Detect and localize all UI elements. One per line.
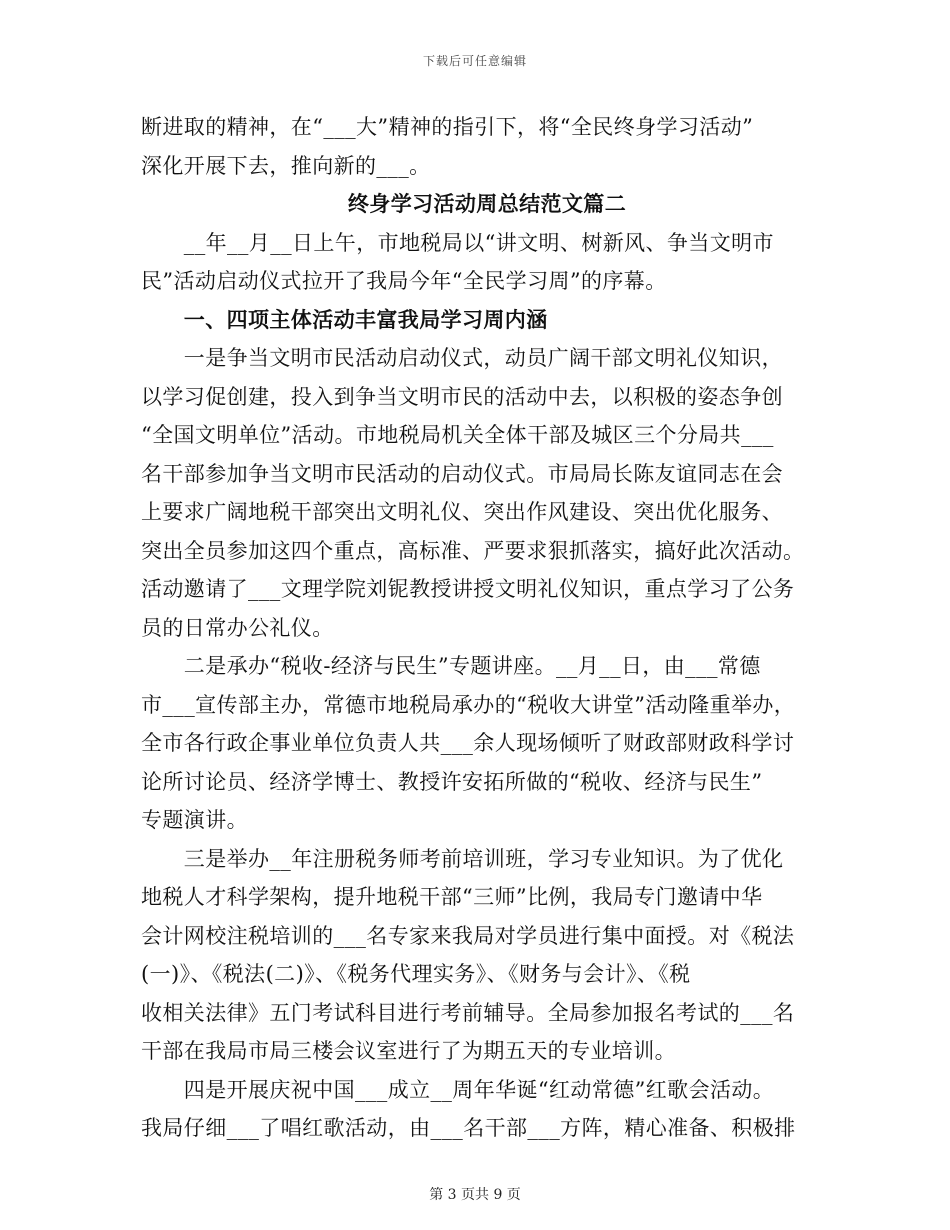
section-title: 终身学习活动周总结范文篇二 (347, 191, 627, 216)
paragraph-line: (一)》、《税法(二)》、《税务代理实务》、《财务与会计》、《税 (141, 962, 691, 986)
paragraph-line: 论所讨论员、经济学博士、教授许安拓所做的“税收、经济与民生” (141, 769, 763, 794)
paragraph-line: 突出全员参加这四个重点，高标准、严要求狠抓落实，搞好此次活动。 (141, 538, 805, 563)
subsection-heading: 一、四项主体活动丰富我局学习周内涵 (141, 306, 548, 332)
paragraph-line: __年__月__日上午，市地税局以“讲文明、树新风、争当文明市 (141, 230, 774, 255)
paragraph-line: 干部在我局市局三楼会议室进行了为期五天的专业培训。 (141, 1039, 676, 1063)
paragraph-line: 市___宣传部主办，常德市地税局承办的“税收大讲堂”活动隆重举办， (141, 692, 796, 717)
paragraph-line: 收相关法律》五门考试科目进行考前辅导。全局参加报名考试的___名 (141, 1000, 795, 1025)
paragraph-line: 专题演讲。 (141, 808, 248, 832)
paragraph-line: 名干部参加争当文明市民活动的启动仪式。市局局长陈友谊同志在会 (141, 461, 783, 486)
paragraph-line: 地税人才科学架构，提升地税干部“三师”比例，我局专门邀请中华 (141, 885, 763, 909)
paragraph-line: 深化开展下去，推向新的___。 (141, 153, 431, 178)
paragraph-line: 二是承办“税收-经济与民生”专题讲座。__月__日，由___常德 (141, 654, 761, 678)
paragraph-line: 三是举办__年注册税务师考前培训班，学习专业知识。为了优化 (141, 846, 784, 871)
paragraph-line: “全国文明单位”活动。市地税局机关全体干部及城区三个分局共___ (141, 423, 774, 447)
paragraph-line: 断进取的精神，在“___大”精神的指引下，将“全民终身学习活动” (141, 115, 754, 139)
page-number: 第 3 页共 9 页 (429, 1187, 521, 1203)
paragraph-line: 一是争当文明市民活动启动仪式，动员广阔干部文明礼仪知识， (141, 346, 783, 370)
paragraph-line: 四是开展庆祝中国___成立__周年华诞“红动常德”红歌会活动。 (141, 1077, 775, 1102)
paragraph-line: 员的日常办公礼仪。 (141, 615, 334, 640)
paragraph-line: 上要求广阔地税干部突出文明礼仪、突出作风建设、突出优化服务、 (141, 500, 783, 524)
document-body (141, 108, 813, 1148)
page-header: 下载后可任意编辑 (422, 54, 527, 68)
paragraph-line: 全市各行政企事业单位负责人共___余人现场倾听了财政部财政科学讨 (141, 731, 795, 755)
paragraph-line: 民”活动启动仪式拉开了我局今年“全民学习周”的序幕。 (141, 269, 667, 293)
paragraph-line: 以学习促创建，投入到争当文明市民的活动中去，以积极的姿态争创 (141, 384, 783, 409)
paragraph-line: 活动邀请了___文理学院刘铌教授讲授文明礼仪知识，重点学习了公务 (141, 577, 795, 601)
paragraph-line: 我局仔细___了唱红歌活动，由___名干部___方阵，精心准备、积极排 (141, 1116, 796, 1140)
paragraph-line: 会计网校注税培训的___名专家来我局对学员进行集中面授。对《税法 (141, 923, 795, 948)
